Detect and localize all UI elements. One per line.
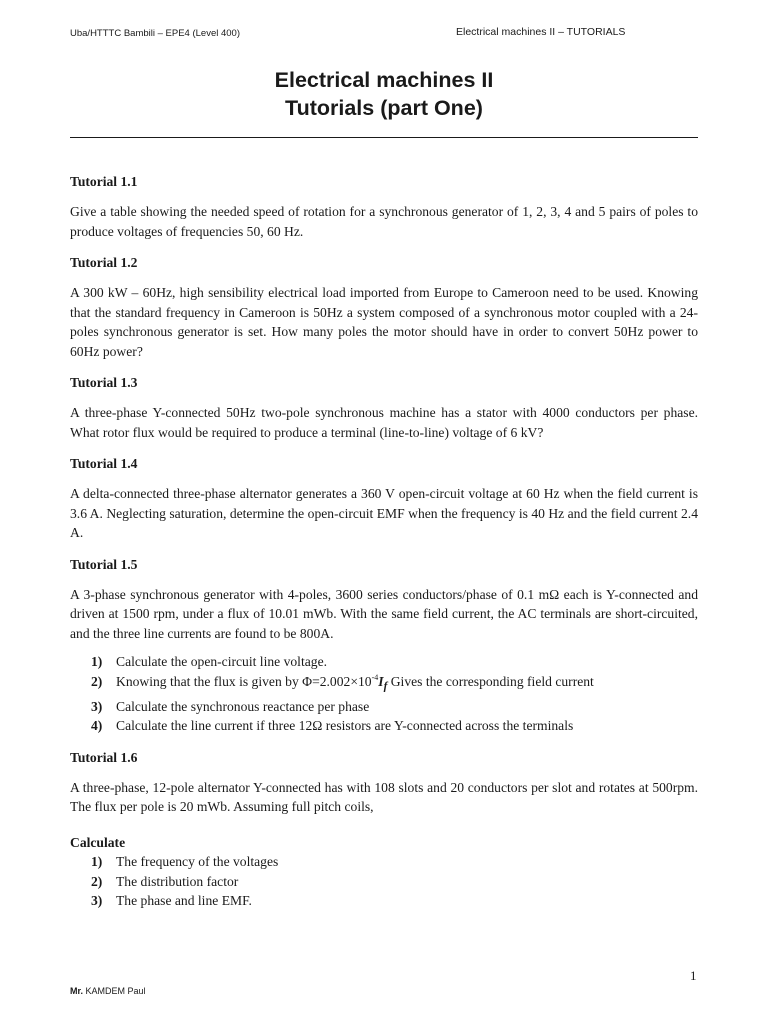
tutorials-content bbox=[70, 172, 698, 923]
item-text bbox=[116, 672, 594, 697]
formula-subscript: f bbox=[383, 680, 388, 693]
question-list bbox=[70, 852, 698, 911]
formula-prefix: Knowing that the flux is given by Φ=2.002×10 bbox=[116, 673, 372, 689]
item-text: Calculate the open-circuit line voltage. bbox=[116, 654, 327, 669]
tutorial-heading: Tutorial 1.3 bbox=[70, 375, 138, 390]
list-item bbox=[91, 872, 698, 892]
question-list bbox=[70, 652, 698, 736]
item-number: 3) bbox=[91, 893, 103, 909]
calculate-heading: Calculate bbox=[70, 834, 126, 850]
list-item bbox=[91, 891, 698, 911]
item-text: Calculate the synchronous reactance per phase bbox=[116, 698, 370, 714]
tutorial-text: A delta-connected three-phase alternator generates a 360 V open-circuit voltage at 60 Hz when the field current is 3.6 A. Neglecting saturation, determine the open-circuit EMF when the frequency is 40 Hz and the field current 2.4 A. bbox=[70, 486, 698, 540]
item-number: 2) bbox=[91, 673, 103, 689]
item-number: 1) bbox=[91, 654, 103, 669]
tutorial-text: A 3-phase synchronous generator with 4-poles, 3600 series conductors/phase of 0.1 mΩ each is Y-connected and driven at 1500 rpm, under a flux of 10.01 mWb. With the same field current, the AC terminals are short-circuited, and the three line currents are found to be 800A. bbox=[70, 586, 698, 641]
item-number: 2) bbox=[91, 873, 103, 889]
tutorial-1-6 bbox=[70, 748, 698, 911]
title-divider bbox=[70, 137, 698, 138]
formula-variable: I bbox=[378, 673, 384, 689]
tutorial-text: A three-phase Y-connected 50Hz two-pole synchronous machine has a stator with 4000 conductors per phase. What rotor flux would be required to produce a terminal (line-to-line) voltage of 6 kV? bbox=[70, 405, 698, 440]
tutorial-1-5 bbox=[70, 555, 698, 736]
tutorial-heading: Tutorial 1.2 bbox=[70, 255, 138, 270]
formula-suffix: Gives the corresponding field current bbox=[387, 673, 594, 689]
list-item bbox=[91, 672, 698, 697]
footer-author bbox=[70, 986, 146, 996]
item-text: The distribution factor bbox=[116, 873, 239, 889]
item-text: The phase and line EMF. bbox=[116, 893, 252, 909]
footer-name: KAMDEM Paul bbox=[85, 986, 146, 996]
item-number: 3) bbox=[91, 698, 103, 714]
item-text: Calculate the line current if three 12Ω resistors are Y-connected across the terminals bbox=[116, 718, 574, 734]
formula-exponent: -4 bbox=[371, 672, 379, 682]
header-doc-title: Electrical machines II – TUTORIALS bbox=[456, 26, 626, 38]
title-line-2: Tutorials (part One) bbox=[285, 96, 483, 120]
title-line-1: Electrical machines II bbox=[274, 68, 494, 92]
page-title bbox=[0, 66, 768, 122]
tutorial-text: A 300 kW – 60Hz, high sensibility electrical load imported from Europe to Cameroon need to be used. Knowing that the standard frequency in Cameroon is 50Hz a system composed of a synchronous motor coupled with a 24-poles synchronous generator is set. How many poles the motor should have in order to convert 50Hz power to 60Hz power? bbox=[70, 285, 698, 359]
tutorial-text: A three-phase, 12-pole alternator Y-connected has with 108 slots and 20 conductors per slot and rotates at 500rpm. The flux per pole is 20 mWb. Assuming full pitch coils, bbox=[70, 779, 698, 815]
tutorial-heading: Tutorial 1.5 bbox=[70, 556, 138, 572]
list-item bbox=[91, 652, 698, 672]
tutorial-1-2 bbox=[70, 253, 698, 361]
tutorial-1-1 bbox=[70, 172, 698, 241]
list-item bbox=[91, 852, 698, 872]
item-number: 1) bbox=[91, 854, 103, 870]
footer-prefix: Mr. bbox=[70, 986, 84, 996]
list-item bbox=[91, 697, 698, 717]
header-course-info: Uba/HTTTC Bambili – EPE4 (Level 400) bbox=[70, 28, 241, 39]
tutorial-1-3 bbox=[70, 373, 698, 442]
tutorial-heading: Tutorial 1.6 bbox=[70, 749, 138, 765]
item-text: The frequency of the voltages bbox=[116, 854, 279, 870]
tutorial-heading: Tutorial 1.1 bbox=[70, 174, 138, 189]
tutorial-text: Give a table showing the needed speed of rotation for a synchronous generator of 1, 2, 3, 4 and 5 pairs of poles to produce voltages of frequencies 50, 60 Hz. bbox=[70, 204, 698, 239]
page-number: 1 bbox=[690, 968, 697, 983]
tutorial-1-4 bbox=[70, 454, 698, 543]
item-number: 4) bbox=[91, 718, 103, 734]
list-item bbox=[91, 716, 698, 736]
tutorial-heading: Tutorial 1.4 bbox=[70, 456, 138, 471]
